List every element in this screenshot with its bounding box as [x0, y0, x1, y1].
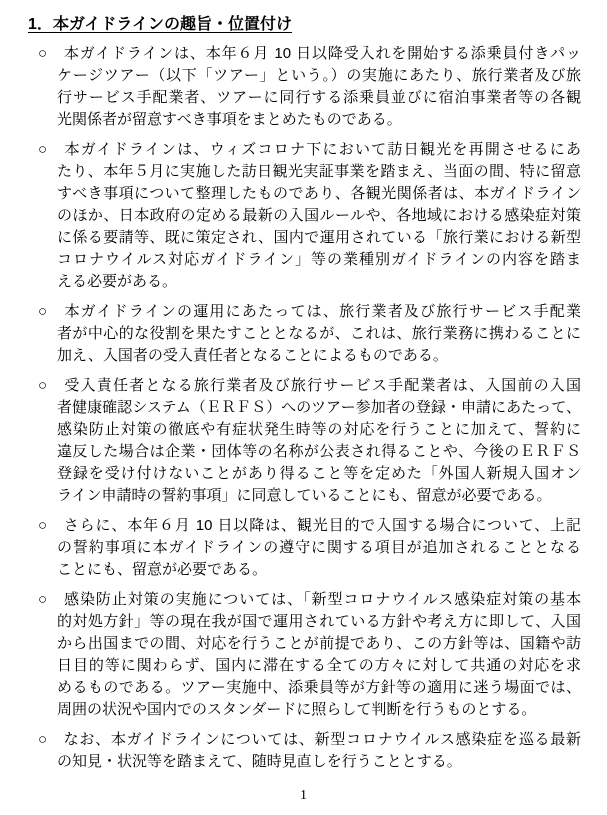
paragraph-first-line: ○ さらに、本年６月 10 日以降は、観光目的で入国する場合について、上記 — [38, 517, 581, 534]
paragraph-line: 感染防止対策の徹底や有症状発生時等の対応を行うことに加えて、誓約に — [57, 421, 581, 438]
paragraph — [38, 729, 581, 773]
paragraph-line: ライン申請時の誓約事項」に同意していることにも、留意が必要である。 — [57, 487, 552, 504]
paragraph — [38, 43, 581, 131]
paragraph-first-line: ○ なお、本ガイドラインについては、新型コロナウイルス感染症を巡る最新 — [38, 731, 581, 748]
paragraph-line: コロナウイルス対応ガイドライン」等の業種別ガイドラインの内容を踏ま — [57, 251, 581, 268]
paragraph-line: ことにも、留意が必要である。 — [57, 561, 268, 578]
paragraph — [38, 589, 581, 721]
paragraph-line: から出国までの間、対応を行うことが前提であり、この方針等は、国籍や訪 — [57, 635, 581, 652]
paragraph-line: の知見・状況等を踏まえて、随時見直しを行うこととする。 — [57, 753, 462, 770]
paragraph-line: 者健康確認システム（ＥＲＦＳ）へのツアー参加者の登録・申請にあたって、 — [57, 399, 581, 416]
paragraph-line: のほか、日本政府の定める最新の入国ルールや、各地域における感染症対策 — [57, 207, 581, 224]
page-number: 1 — [300, 788, 307, 803]
paragraph-line: 行サービス手配業者、ツアーに同行する添乗員並びに宿泊事業者等の各観 — [57, 89, 581, 106]
paragraph-first-line: ○ 本ガイドラインは、ウィズコロナ下において訪日観光を再開させるにあ — [38, 141, 581, 158]
paragraph-line: 光関係者が留意すべき事項をまとめたものである。 — [57, 111, 402, 128]
paragraph-line: 周囲の状況や国内でのスタンダードに照らして判断を行うものとする。 — [57, 701, 537, 718]
paragraph-line: たり、本年５月に実施した訪日観光実証事業を踏まえ、当面の間、特に留意 — [57, 163, 581, 180]
paragraph — [38, 515, 581, 581]
paragraph-line: すべき事項について整理したものであり、各観光関係者は、本ガイドライン — [57, 185, 581, 202]
paragraph-line: の誓約事項に本ガイドラインの遵守に関する項目が追加されることとなる — [57, 539, 581, 556]
paragraph-line: 登録を受け付けないことがあり得ること等を定めた「外国人新規入国オン — [57, 465, 581, 482]
paragraph-line: めるものである。ツアー実施中、添乗員等が方針等の適用に迷う場面では、 — [57, 679, 581, 696]
paragraph-first-line: ○ 受入責任者となる旅行業者及び旅行サービス手配業者は、入国前の入国 — [38, 377, 581, 394]
paragraph — [38, 301, 581, 367]
paragraph-line: 加え、入国者の受入責任者となることによるものである。 — [57, 347, 448, 364]
paragraph — [38, 139, 581, 293]
paragraph-line: 日目的等に関わらず、国内に滞在する全ての方々に対して共通の対応を求 — [57, 657, 581, 674]
paragraph-line: 違反した場合は企業・団体等の名称が公表され得ることや、今後のＥＲＦＳ — [57, 443, 581, 460]
paragraph-line: に係る要請等、既に策定され、国内で運用されている「旅行業における新型 — [57, 229, 581, 246]
paragraph-first-line: ○ 感染防止対策の実施については、「新型コロナウイルス感染症対策の基本 — [38, 591, 581, 608]
paragraph-line: 的対処方針」等の現在我が国で運用されている方針や考え方に即して、入国 — [57, 613, 581, 630]
paragraph-line: ケージツアー（以下「ツアー」という。）の実施にあたり、旅行業者及び旅 — [57, 67, 581, 84]
section-title: 1．本ガイドラインの趣旨・位置付け — [28, 16, 292, 33]
paragraph-first-line: ○ 本ガイドラインの運用にあたっては、旅行業者及び旅行サービス手配業 — [38, 303, 581, 320]
paragraph-line: える必要がある。 — [57, 273, 178, 290]
document-body — [38, 43, 581, 781]
paragraph — [38, 375, 581, 507]
paragraph-first-line: ○ 本ガイドラインは、本年６月 10 日以降受入れを開始する添乗員付きパッ — [38, 45, 581, 62]
paragraph-line: 者が中心的な役割を果たすこととなるが、これは、旅行業務に携わることに — [57, 325, 581, 342]
